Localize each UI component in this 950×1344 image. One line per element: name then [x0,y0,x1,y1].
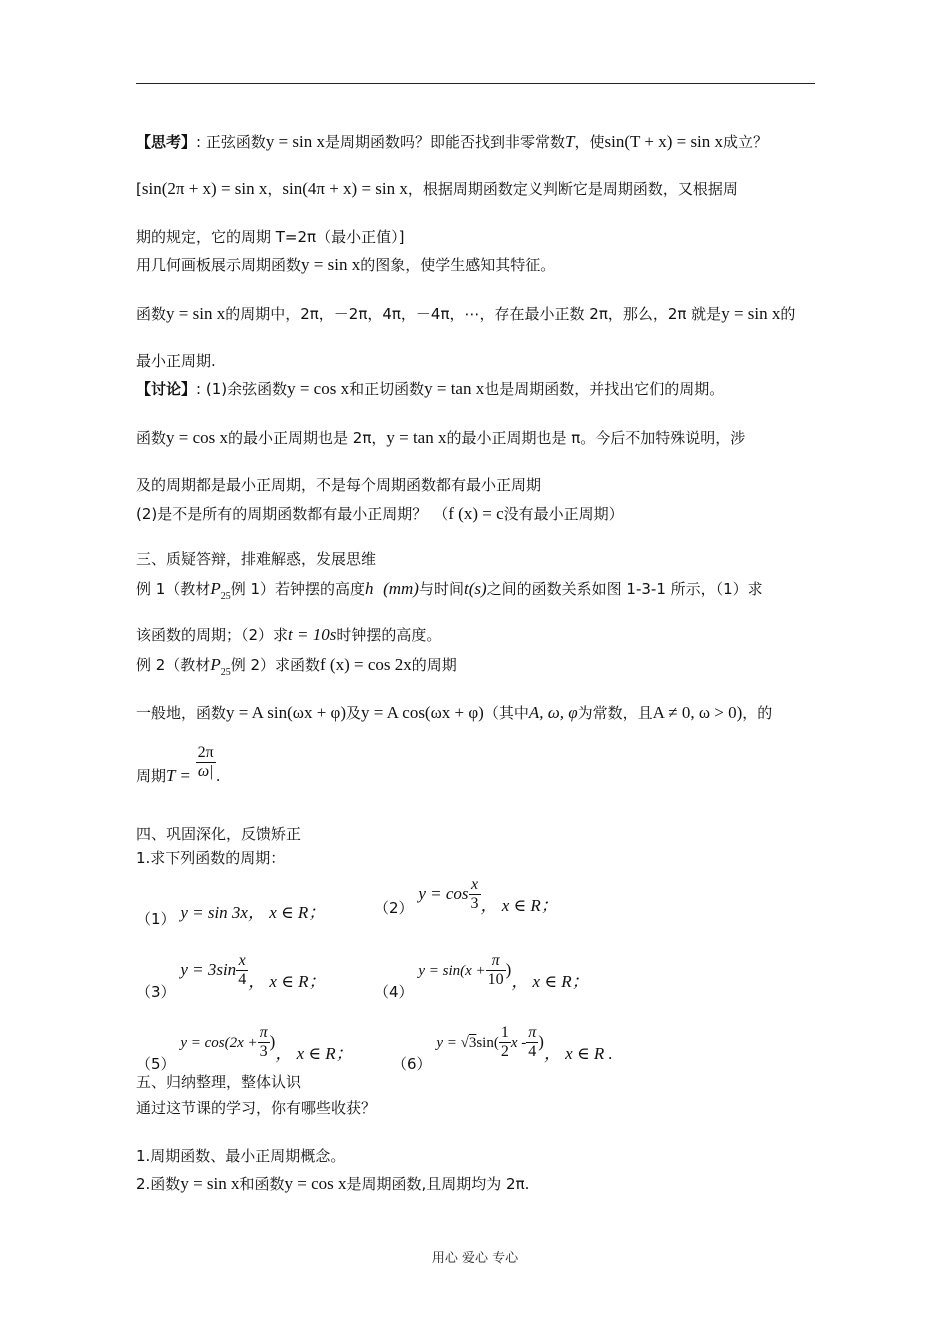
q2-text-2: 没有最小正周期） [503,505,624,523]
period-fraction [196,744,216,781]
ex1-text-6: 时钟摆的高度。 [336,626,442,644]
summary-2 [136,1173,529,1195]
example-2-line [136,654,457,684]
think-text-2: 是周期函数吗？即能否找到非零常数 [325,133,566,151]
exercise-2-label: （2） [374,899,414,917]
math-y-Acos: y = A cos(ωx + φ) [361,703,484,722]
exercise-2-den: 3 [470,895,479,912]
exercise-4-num: π [486,952,506,971]
ex2-text-3: 的周期 [411,656,457,674]
cos-tan-text-3: 的最小正周期也是 π。今后不加特殊说明，涉 [446,429,746,447]
minperiod-text-2: 的周期中，2π，－2π，4π，－4π，⋯，存在最小正数 2π，那么，2π 就是 [225,305,722,323]
ex1-text-4: 之间的函数关系如图 1-3-1 所示，（1）求 [486,580,763,598]
minperiod-line-2: 最小正周期. [136,352,216,370]
page-footer: 用心 爱心 专心 [431,1251,519,1266]
math-sin-T-plus-x: sin(T + x) = sin x [604,132,724,151]
summary-2-text-1: 2.函数 [136,1175,181,1193]
summary-2-text-3: 是周期函数,且周期均为 2π. [346,1175,530,1193]
exercise-5-fraction [258,1024,270,1061]
summary-1: 1.周期函数、最小正周期概念。 [136,1147,346,1165]
discuss-line [136,378,724,400]
exercise-5-domain: ， x ∈ R； [275,1044,353,1063]
exercise-3-den: 4 [238,971,247,988]
exercise-4-close: ) [505,960,512,979]
discuss-text-2: 和正切函数 [349,380,425,398]
exercise-2-domain: ， x ∈ R； [480,896,558,915]
discuss-label: 【讨论】 [136,380,197,398]
math-conditions: A ≠ 0, ω > 0) [652,703,743,722]
math-y-sinx: y = sin x [180,1174,240,1193]
math-P: P [210,655,221,674]
exercise-3 [136,952,325,1002]
exercise-6-den-2: 4 [528,1043,537,1060]
exercise-2 [374,876,558,918]
answer-text-1: ，根据周期函数定义判断它是周期函数，又根据周 [407,180,738,198]
general-text-2: 及 [346,704,362,722]
sqrt-sign: √ [460,1035,469,1051]
example-1-line-2 [136,624,441,646]
exercise-5-den: 3 [259,1043,268,1060]
period-label: 周期 [136,767,167,785]
exercise-5-expr: y = cos(2x + [180,1035,258,1051]
exercise-3-expr: y = 3sin [180,960,237,979]
math-A-omega-phi: A, ω, φ [528,703,578,722]
cos-tan-text-2: 的最小正周期也是 2π， [228,429,387,447]
think-label: 【思考】 [136,133,197,151]
math-ts: t(s) [463,579,487,598]
period-denominator: ω| [197,763,214,780]
exercise-6-domain: ， x ∈ R . [543,1044,613,1063]
exercise-5-num: π [259,1024,268,1041]
math-h: h [365,579,374,598]
example-1-line-1 [136,578,763,608]
think-text-3: ，使 [574,133,605,151]
ex1-text-3: 与时间 [418,580,464,598]
exercise-4-label: （4） [374,983,414,1001]
exercise-2-num: x [469,876,481,895]
exercise-6-label: （6） [392,1055,432,1073]
math-y-cosx: y = cos x [287,379,350,398]
answer-sep: ， [267,180,283,198]
math-sin-2pi: sin(2π + x) = sin x [141,179,268,198]
exercise-1-expr: y = sin 3x [180,903,248,922]
math-y-tanx: y = tan x [424,379,485,398]
q2-text-1: (2)是不是所有的周期函数都有最小正周期？ [136,505,428,523]
think-line [136,131,768,153]
math-T-equals: T = [166,766,191,785]
math-t-10s: t = 10s [288,625,337,644]
math-y-cosx: y = cos x [284,1174,347,1193]
exercise-5 [136,1024,353,1074]
think-text-4: 成立？ [723,133,769,151]
general-text-1: 一般地，函数 [136,704,227,722]
cos-tan-line-1 [136,427,745,449]
general-text-5: ，的 [742,704,773,722]
math-y-sinx: y = sin x [301,255,361,274]
header-rule [136,83,815,84]
general-text-4: 为常数，且 [577,704,653,722]
math-y-tanx: y = tan x [386,428,447,447]
exercise-6-num-2: π [528,1024,537,1041]
exercise-3-fraction [236,952,248,989]
exercise-1 [136,898,325,929]
general-text-3: （其中 [483,704,529,722]
discuss-text-1: : (1)余弦函数 [196,380,288,398]
answer-bracket: [ [136,180,142,198]
math-P-subscript: 25 [220,667,231,678]
exercise-4-fraction [486,952,506,989]
math-P: P [210,579,221,598]
exercise-4-den: 10 [487,971,504,988]
section-4-heading: 四、巩固深化，反馈矫正 [136,825,302,843]
exercise-6-fraction-1 [499,1024,511,1061]
math-f-cos2x: f (x) = cos 2x [320,655,412,674]
cos-tan-line-2: 及的周期都是最小正周期，不是每个周期函数都有最小正周期 [136,476,542,494]
math-y-cosx: y = cos x [166,428,229,447]
q2-paren: （ [433,505,449,523]
exercise-3-label: （3） [136,983,176,1001]
exercise-1-domain: ， x ∈ R； [247,903,326,922]
exercise-3-domain: ， x ∈ R； [248,972,326,991]
discuss-text-3: 也是周期函数，并找出它们的周期。 [484,380,725,398]
geo-line [136,254,555,276]
general-line [136,702,772,724]
exercise-6-mid: x - [510,1035,527,1051]
exercise-3-num: x [236,952,248,971]
minperiod-line-1 [136,303,795,325]
math-y-sinx: y = sin x [721,304,781,323]
exercise-2-expr: y = cos [418,884,469,903]
exercise-1-label: （1） [136,910,176,928]
exercise-6 [392,1024,613,1074]
math-P-subscript: 25 [220,591,231,602]
geo-text-1: 用几何画板展示周期函数 [136,256,302,274]
section-5-heading: 五、归纳整理，整体认识 [136,1073,302,1091]
exercise-6-den-1: 2 [500,1043,509,1060]
answer-line-1 [136,178,738,200]
exercise-2-fraction [469,876,481,913]
exercise-6-num-1: 1 [500,1024,509,1041]
exercise-4-domain: ， x ∈ R； [511,972,589,991]
ex1-text-1: 例 1（教材 [136,580,211,598]
math-mm: (mm) [383,579,419,598]
think-text-1: : 正弦函数 [196,133,266,151]
exercise-6-fraction-2 [526,1024,538,1061]
math-sin-4pi: sin(4π + x) = sin x [282,179,408,198]
ex2-text-2: 例 2）求函数 [230,656,321,674]
section-3-heading: 三、质疑答辩，排难解惑，发展思维 [136,550,377,568]
exercise-4-expr: y = sin(x + [418,963,486,979]
cos-tan-text-1: 函数 [136,429,167,447]
minperiod-text-3: 的 [780,305,796,323]
period-end: . [215,767,221,785]
period-numerator: 2π [197,744,214,761]
math-T: T [565,132,575,151]
question-1-line: 1.求下列函数的周期： [136,849,286,867]
math-y-sinx: y = sin x [166,304,226,323]
harvest-question: 通过这节课的学习，你有哪些收获？ [136,1099,377,1117]
exercise-5-label: （5） [136,1055,176,1073]
geo-text-2: 的图象，使学生感知其特征。 [360,256,556,274]
question-2-line [136,503,624,525]
minperiod-text-1: 函数 [136,305,167,323]
exercise-5-close: ) [269,1032,276,1051]
summary-2-text-2: 和函数 [239,1175,285,1193]
ex1-text-2: 例 1）若钟摆的高度 [230,580,366,598]
answer-line-2: 期的规定，它的周期 T=2π（最小正值）] [136,228,405,246]
math-f-equals-c: f (x) = c [448,504,504,523]
exercise-6-sin: sin( [476,1035,499,1051]
exercise-6-close: ) [538,1032,544,1051]
ex1-text-5: 该函数的周期；（2）求 [136,626,289,644]
math-y-Asin: y = A sin(ωx + φ) [226,703,347,722]
period-formula-line [136,744,221,787]
math-y-sinx: y = sin x [265,132,326,151]
ex2-text-1: 例 2（教材 [136,656,211,674]
exercise-6-expr: y = [436,1035,461,1051]
exercise-4 [374,952,589,1002]
exercise-6-radicand: 3 [468,1035,477,1051]
